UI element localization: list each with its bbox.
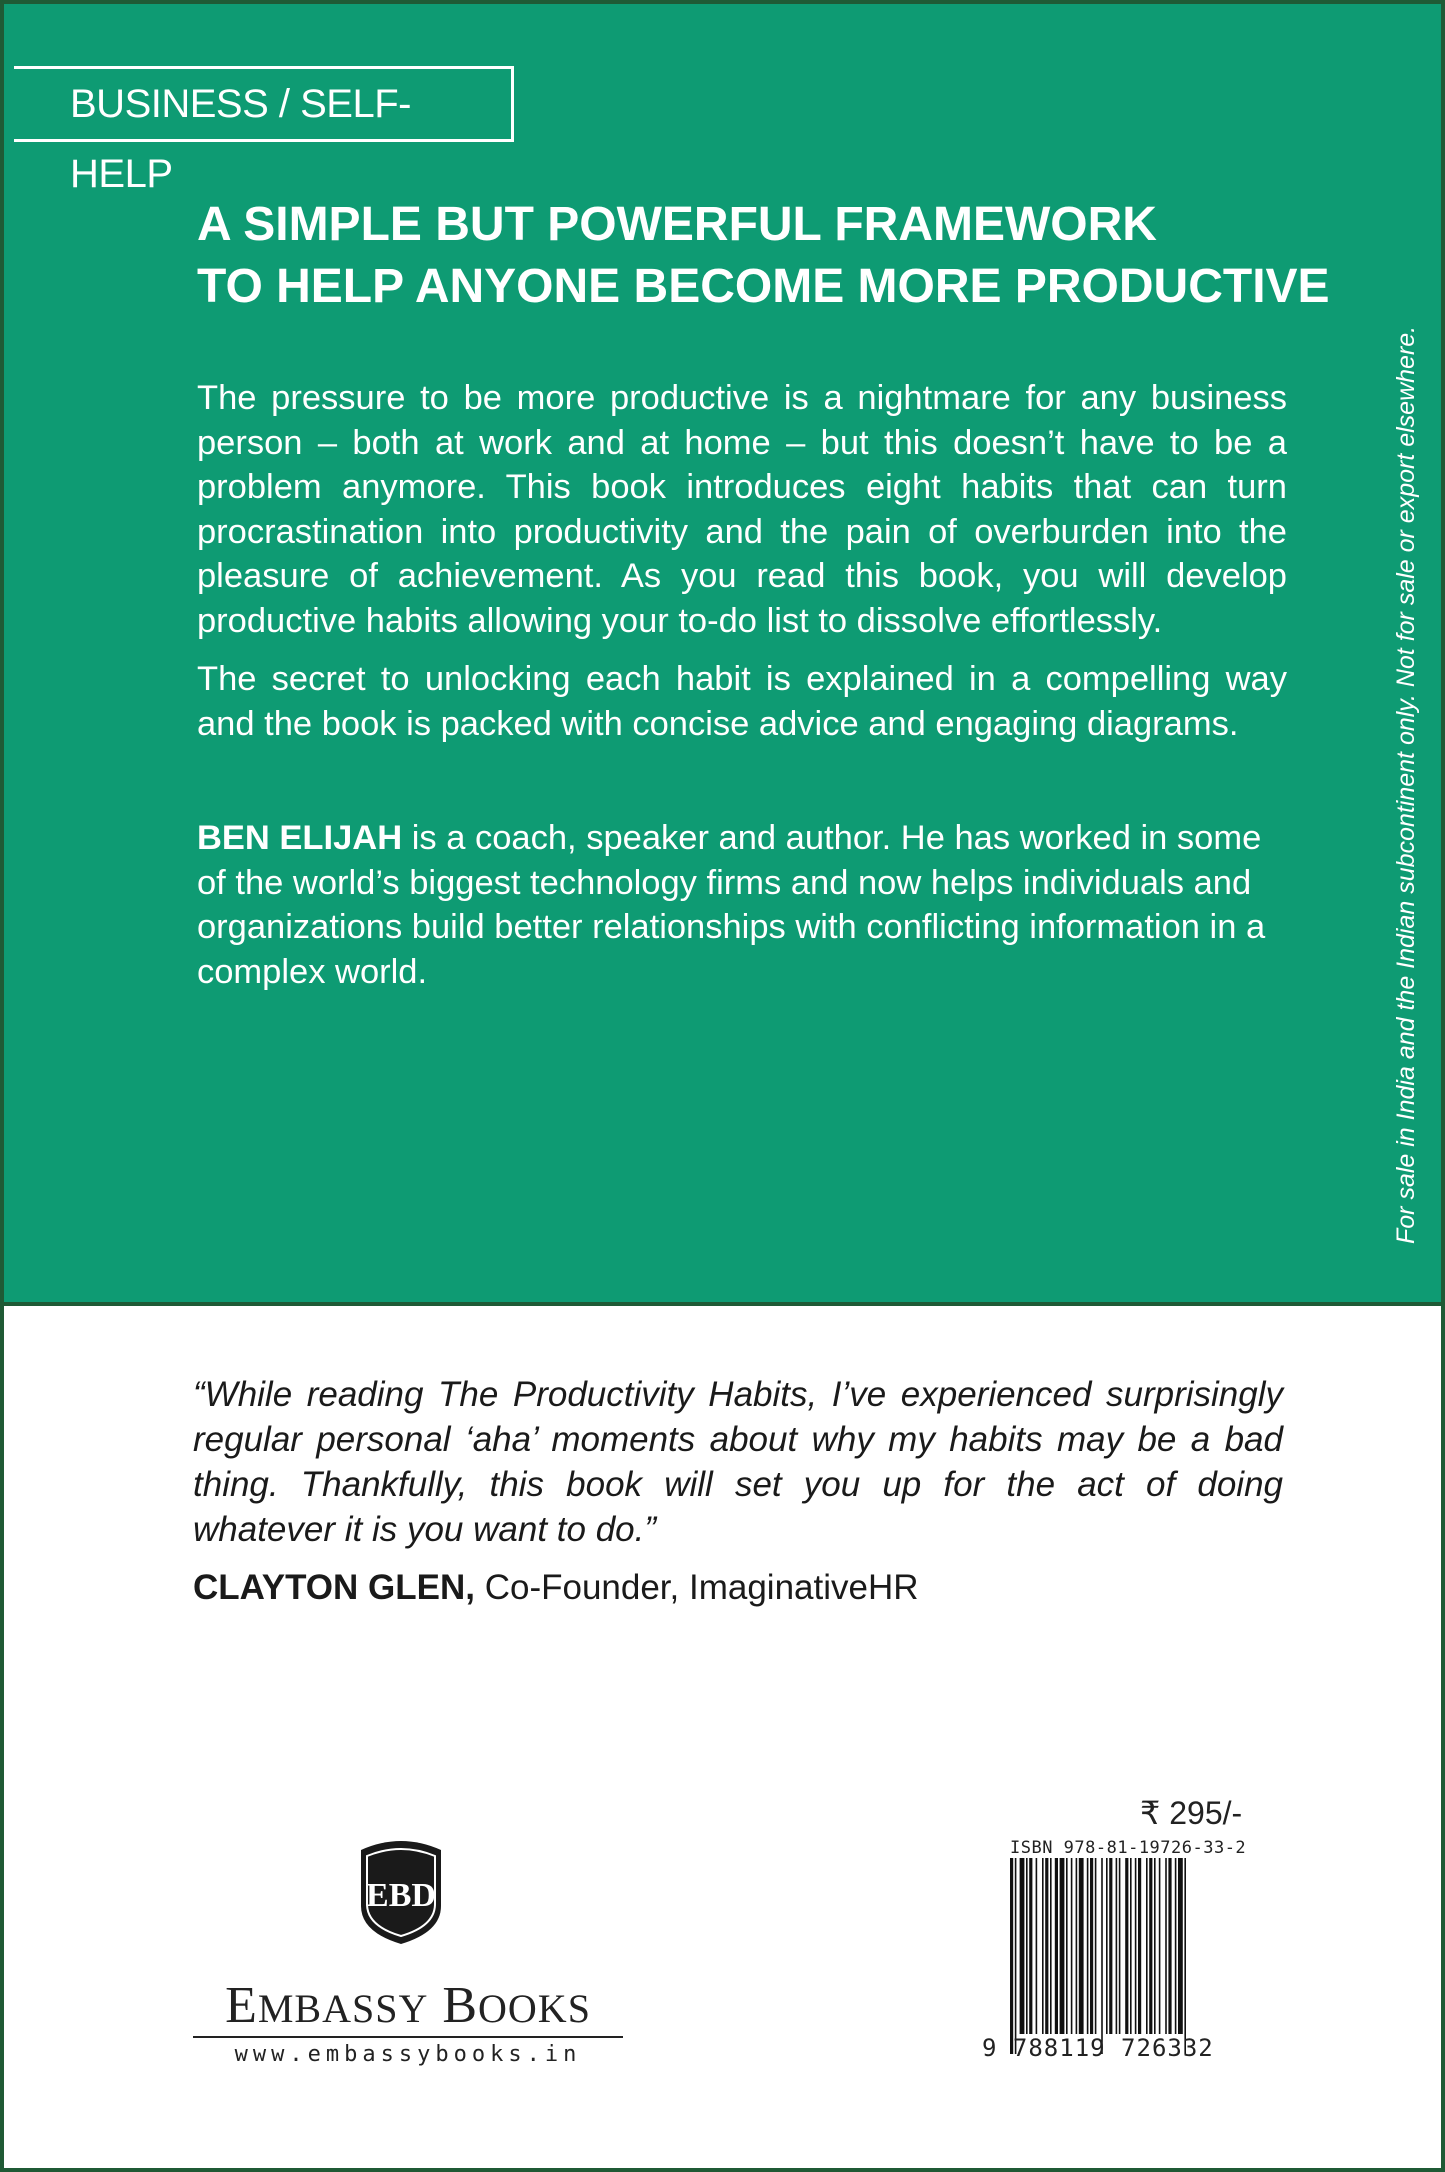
publisher-divider bbox=[193, 2036, 623, 2038]
sale-restriction-note: For sale in India and the Indian subcontinent only. Not for sale or export elsewhere. bbox=[1392, 325, 1420, 1244]
ebd-emblem-icon bbox=[353, 1836, 449, 1946]
barcode-bar bbox=[1079, 1858, 1084, 2034]
publisher-logo bbox=[193, 1836, 623, 2066]
barcode-bar bbox=[1149, 1858, 1152, 2034]
category-label: BUSINESS / SELF-HELP bbox=[14, 66, 514, 142]
barcode-bar bbox=[1095, 1858, 1097, 2034]
barcode-bar bbox=[1175, 1858, 1177, 2034]
barcode-bar bbox=[1106, 1858, 1108, 2034]
author-bio bbox=[197, 816, 1287, 994]
barcode-bar bbox=[1178, 1858, 1183, 2034]
green-panel bbox=[4, 4, 1441, 1306]
barcode-bar bbox=[1042, 1858, 1044, 2034]
endorser-title: Co-Founder, ImaginativeHR bbox=[474, 1568, 919, 1607]
publisher-name-initial-2: B bbox=[442, 1977, 479, 2034]
headline bbox=[197, 194, 1330, 318]
barcode-bar bbox=[1184, 1858, 1186, 2054]
barcode-bar bbox=[1015, 1858, 1017, 2054]
price: ₹ 295/- bbox=[1140, 1795, 1243, 1831]
publisher-name-rest-1: MBASSY bbox=[257, 1986, 429, 2031]
blurb bbox=[197, 376, 1287, 760]
isbn-text: ISBN 978-81-19726-33-2 bbox=[1010, 1838, 1247, 1858]
barcode-bar bbox=[1076, 1858, 1078, 2034]
barcode-bar bbox=[1071, 1858, 1073, 2034]
publisher-name bbox=[193, 1976, 623, 2035]
barcode-bar bbox=[1154, 1858, 1156, 2034]
author-bio-text: is a coach, speaker and author. He has worked in some of the world’s biggest technology firms and now helps individuals and organizations build better relationships with conflicting information in a complex world. bbox=[197, 819, 1266, 991]
blurb-paragraph-1: The pressure to be more productive is a nightmare for any business person – both at work and at home – but this doesn’t have to be a problem anymore. This book introduces eight habits that can turn procrastination into productivity and the pain of overburden into the pleasure of achievement. As you read this book, you will develop productive habits allowing your to-do list to dissolve effortlessly. bbox=[197, 379, 1287, 640]
barcode-bar bbox=[1066, 1858, 1068, 2034]
barcode-bar bbox=[1119, 1858, 1121, 2034]
author-name: BEN ELIJAH bbox=[197, 819, 403, 857]
barcode-bar bbox=[1146, 1858, 1148, 2034]
barcode-digits: 9 788119 726332 bbox=[982, 2034, 1214, 2062]
barcode-bar bbox=[1138, 1858, 1141, 2034]
barcode-bar bbox=[1087, 1858, 1089, 2034]
endorser-name: CLAYTON GLEN, bbox=[193, 1568, 475, 1607]
barcode-icon bbox=[1008, 1858, 1256, 2058]
barcode-bar bbox=[1090, 1858, 1093, 2034]
barcode-bar bbox=[1135, 1858, 1137, 2034]
barcode-bar bbox=[1010, 1858, 1013, 2054]
barcode-bar bbox=[1130, 1858, 1132, 2034]
barcode-bar bbox=[1045, 1858, 1048, 2034]
barcode-bar bbox=[1109, 1858, 1112, 2034]
barcode-bar bbox=[1026, 1858, 1028, 2034]
blurb-paragraph-2: The secret to unlocking each habit is explained in a compelling way and the book is packed with concise advice and engaging diagrams. bbox=[197, 660, 1287, 743]
publisher-name-rest-2: OOKS bbox=[478, 1986, 591, 2031]
barcode-bar bbox=[1060, 1858, 1065, 2034]
publisher-url: www.embassybooks.in bbox=[234, 2042, 582, 2067]
barcode-bar bbox=[1165, 1858, 1167, 2034]
barcode-bar bbox=[1050, 1858, 1052, 2034]
publisher-name-initial-1: E bbox=[225, 1977, 258, 2034]
barcode-bar bbox=[1101, 1858, 1103, 2054]
barcode-bar bbox=[1020, 1858, 1025, 2034]
barcode-bar bbox=[1116, 1858, 1118, 2034]
endorsement-attribution bbox=[193, 1568, 1283, 1608]
barcode-bar bbox=[1159, 1858, 1161, 2034]
barcode-bar bbox=[1036, 1858, 1038, 2034]
headline-line-1: A SIMPLE BUT POWERFUL FRAMEWORK bbox=[197, 198, 1157, 251]
barcode-bar bbox=[1168, 1858, 1171, 2034]
barcode-bar bbox=[1029, 1858, 1032, 2034]
headline-line-2: TO HELP ANYONE BECOME MORE PRODUCTIVE bbox=[197, 260, 1330, 313]
ebd-emblem-text: EBD bbox=[366, 1877, 436, 1914]
endorsement-quote: “While reading The Productivity Habits, I’ve experienced surprisingly regular personal ‘aha’ moments about why my habits may be a bad thing. Thankfully, this book will set you up for the act of doing whatever it is you want to do.” bbox=[193, 1375, 1283, 1549]
barcode-bar bbox=[1125, 1858, 1128, 2034]
barcode-bar bbox=[1055, 1858, 1058, 2034]
